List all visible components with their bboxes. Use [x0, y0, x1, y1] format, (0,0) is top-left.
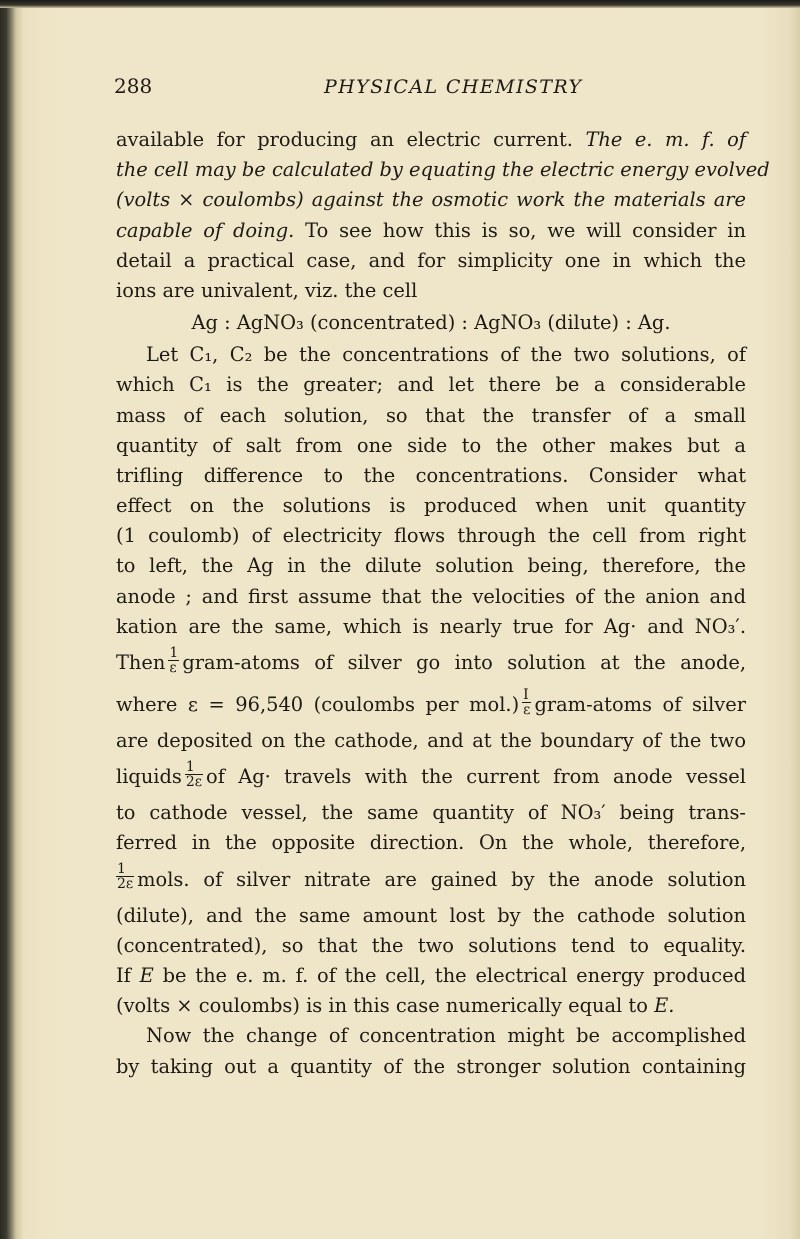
text-line: (volts × coulombs) is in this case numerically equal to E. — [116, 994, 675, 1018]
text-line: where ε = 96,540 (coulombs per mol.) $\frac{I}{\varepsilon}$ gram-atoms of silver — [116, 686, 747, 718]
text-line: mass of each solution, so that the transfer of a small — [116, 403, 746, 427]
text-line: detail a practical case, and for simplicity one in which the — [116, 248, 746, 272]
text-line: capable of doing. To see how this is so, we will consider in — [116, 218, 746, 242]
text-line: which C₁ is the greater; and let there be a considerable — [116, 373, 746, 397]
text-line: by taking out a quantity of the stronger solution containing — [116, 1054, 746, 1078]
text-line: (volts × coulombs) against the osmotic work the materials are — [116, 188, 746, 212]
text-line: Now the change of concentration might be accomplished — [146, 1024, 746, 1048]
text-line: (concentrated), so that the two solutions tend to equality. — [116, 933, 746, 957]
fraction: $\frac{1}{\varepsilon}$ — [169, 644, 179, 676]
text-line: to cathode vessel, the same quantity of NO₃′ being trans- — [116, 801, 746, 825]
text-line: are deposited on the cathode, and at the boundary of the two — [116, 729, 746, 752]
fraction: $\frac{I}{\varepsilon}$ — [523, 686, 531, 718]
text-line: to left, the Ag in the dilute solution being, therefore, the — [116, 554, 746, 578]
fraction: $\frac{1}{2\varepsilon}$ — [185, 758, 203, 790]
text-line: kation are the same, which is nearly true for Ag· and NO₃′. — [116, 614, 746, 638]
text-line: the cell may be calculated by equating the electric energy evolved — [116, 158, 770, 182]
cell-equation: Ag : AgNO₃ (concentrated) : AgNO₃ (dilute) : Ag. — [191, 311, 671, 335]
body-text — [116, 125, 770, 1082]
text-line: effect on the solutions is produced when unit quantity — [116, 494, 746, 518]
text-line: Let C₁, C₂ be the concentrations of the two solutions, of — [146, 343, 746, 367]
page-header — [114, 74, 734, 104]
text-line: (1 coulomb) of electricity flows through the cell from right — [116, 524, 746, 548]
text-line: available for producing an electric current. The e. m. f. of — [116, 128, 746, 151]
text-line: ions are univalent, viz. the cell — [116, 278, 418, 302]
text-line: ferred in the opposite direction. On the whole, therefore, — [116, 831, 746, 855]
text-line: liquids $\frac{1}{2\varepsilon}$ of Ag· travels with the current from anode vessel — [116, 758, 746, 790]
text-line: anode ; and first assume that the velocities of the anion and — [116, 584, 746, 608]
text-line: If E be the e. m. f. of the cell, the electrical energy produced — [116, 963, 746, 987]
text-line: quantity of salt from one side to the other makes but a — [116, 433, 746, 457]
fraction: $\frac{1}{2\varepsilon}$ — [117, 861, 134, 893]
text-line: $\frac{1}{2\varepsilon}$ mols. of silver nitrate are gained by the anode solution — [117, 861, 746, 893]
page-top-edge — [0, 0, 800, 8]
running-head: PHYSICAL CHEMISTRY — [324, 76, 583, 98]
text-line: Then $\frac{1}{\varepsilon}$ gram-atoms of silver go into solution at the anode, — [116, 644, 746, 676]
text-line: trifling difference to the concentrations. Consider what — [116, 463, 746, 487]
text-line: (dilute), and the same amount lost by the cathode solution — [116, 903, 746, 927]
page-number: 288 — [114, 74, 153, 98]
